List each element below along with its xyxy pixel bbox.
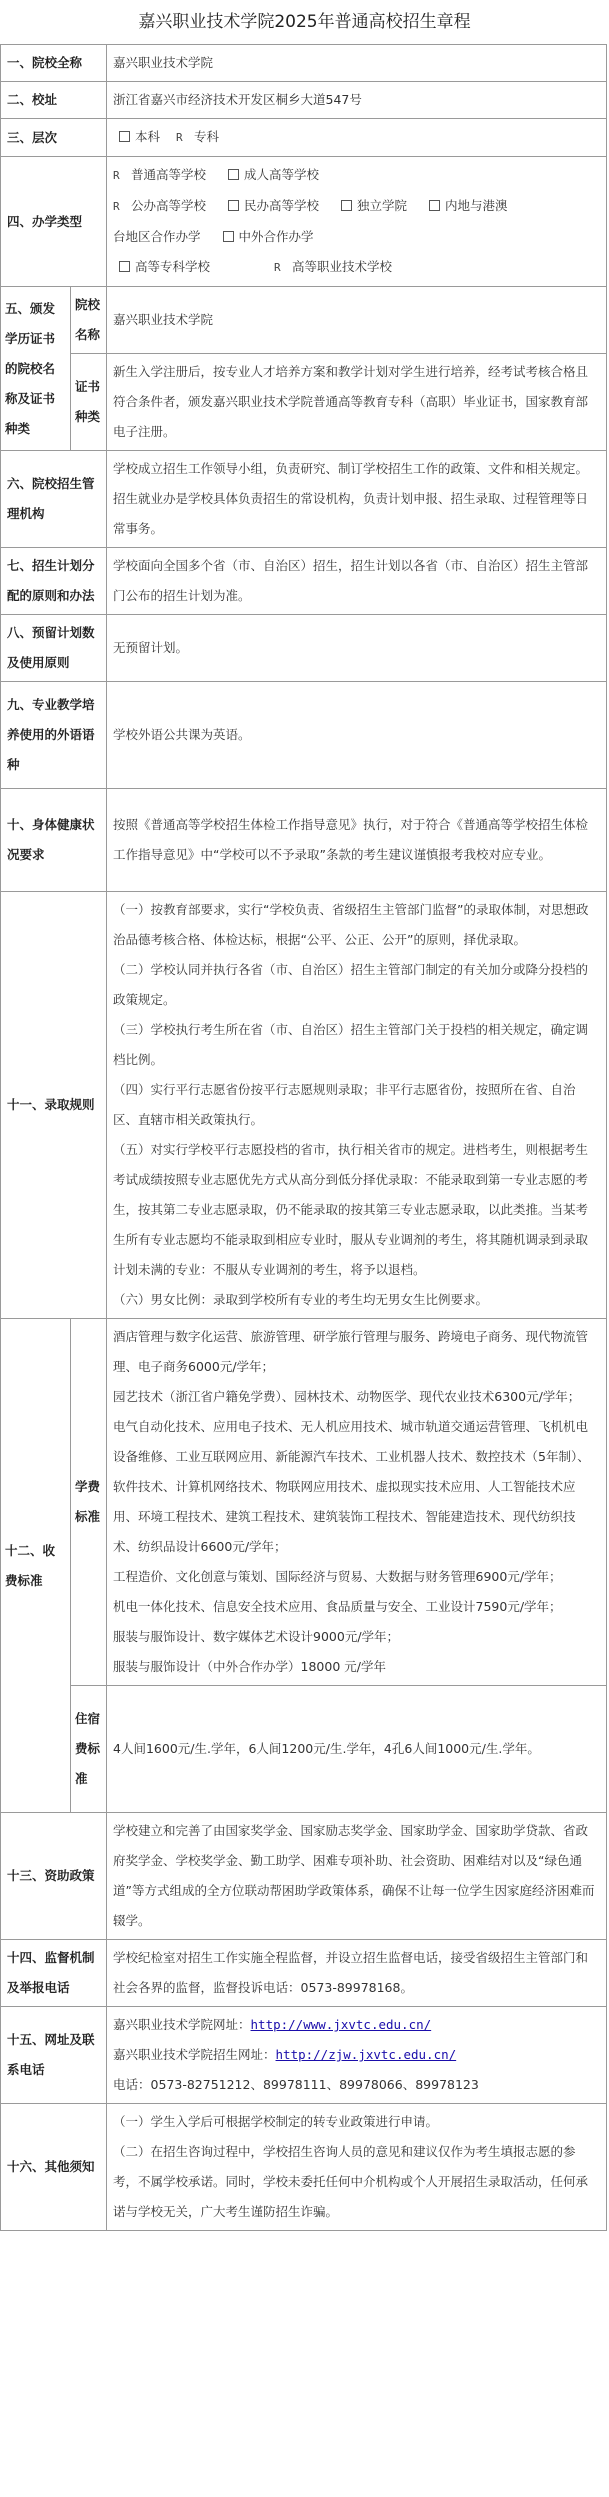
row-fees-tuition <box>1 1319 607 1686</box>
school-name-label: 一、院校全称 <box>1 45 107 82</box>
checkbox-icon <box>429 200 440 211</box>
admission-org-label: 六、院校招生管理机构 <box>1 451 107 548</box>
school-name-value: 嘉兴职业技术学院 <box>107 45 607 82</box>
level-option-undergrad: 本科 <box>113 122 160 152</box>
plan-value: 学校面向全国多个省（市、自治区）招生，招生计划以各省（市、自治区）招生主管部门公布的招生计划为准。 <box>107 548 607 615</box>
language-value: 学校外语公共课为英语。 <box>107 682 607 789</box>
tuition-line: 服装与服饰设计、数字媒体艺术设计9000元/学年； <box>113 1629 400 1644</box>
row-supervision <box>1 1940 607 2007</box>
aid-label: 十三、资助政策 <box>1 1813 107 1940</box>
row-admission-org <box>1 451 607 548</box>
certificate-school-value: 嘉兴职业技术学院 <box>107 287 607 354</box>
admission-org-value: 学校成立招生工作领导小组，负责研究、制订学校招生工作的政策、文件和相关规定。招生就业办是学校具体负责招生的常设机构，负责计划申报、招生录取、过程管理等日常事务。 <box>107 451 607 548</box>
admission-rules-label: 十一、录取规则 <box>1 892 107 1319</box>
certificate-type-value: 新生入学注册后，按专业人才培养方案和教学计划对学生进行培养，经考试考核合格且符合条件者，颁发嘉兴职业技术学院普通高等教育专科（高职）毕业证书，国家教育部电子注册。 <box>107 354 607 451</box>
tuition-label: 学费标准 <box>71 1319 107 1686</box>
selected-mark: R <box>113 200 120 213</box>
supervision-value: 学校纪检室对招生工作实施全程监督，并设立招生监督电话，接受省级招生主管部门和社会各界的监督，监督投诉电话：0573-89978168。 <box>107 1940 607 2007</box>
school-type-line-3: 台地区合作办学 中外合作办学 <box>113 229 314 244</box>
site-line: 嘉兴职业技术学院网址：http://www.jxvtc.edu.cn/ <box>113 2017 432 2032</box>
supervision-label: 十四、监督机制及举报电话 <box>1 1940 107 2007</box>
contact-label: 十五、网址及联系电话 <box>1 2007 107 2104</box>
fees-label: 十二、收费标准 <box>1 1319 71 1813</box>
tuition-line: 服装与服饰设计（中外合作办学）18000 元/学年 <box>113 1659 386 1674</box>
aid-value: 学校建立和完善了由国家奖学金、国家励志奖学金、国家助学金、国家助学贷款、省政府奖学金、学校奖学金、勤工助学、困难专项补助、社会资助、困难结对以及“绿色通道”等方式组成的全方位联动帮困助学政策体系，确保不让每一位学生因家庭经济困难而辍学。 <box>107 1813 607 1940</box>
charter-table <box>0 44 607 2231</box>
checkbox-icon <box>119 261 130 272</box>
rule-paragraph: （四）实行平行志愿省份按平行志愿规则录取；非平行志愿省份，按照所在省、自治区、直辖市相关政策执行。 <box>113 1082 576 1127</box>
selected-mark: R <box>274 261 281 274</box>
level-option-college: R 专科 <box>176 122 219 153</box>
school-type-line-4: 高等专科学校 R 高等职业技术学校 <box>113 252 600 283</box>
school-type-line-1: R 普通高等学校 成人高等学校 <box>113 160 600 191</box>
school-site-link[interactable]: http://www.jxvtc.edu.cn/ <box>250 2017 432 2032</box>
address-value: 浙江省嘉兴市经济技术开发区桐乡大道547号 <box>107 82 607 119</box>
selected-mark: R <box>113 169 120 182</box>
selected-mark: R <box>176 131 183 144</box>
other-label: 十六、其他须知 <box>1 2104 107 2231</box>
dorm-label: 住宿费标准 <box>71 1686 107 1813</box>
tuition-line: 机电一体化技术、信息安全技术应用、食品质量与安全、工业设计7590元/学年； <box>113 1599 562 1614</box>
rule-paragraph: （五）对实行学校平行志愿投档的省市，执行相关省市的规定。进档考生，则根据考生考试成绩按照专业志愿优先方式从高分到低分择优录取：不能录取到第一专业志愿的考生，按其第二专业志愿录取，仍不能录取的按其第三专业志愿录取，以此类推。当某考生所有专业志愿均不能录取到相应专业时，服从专业调剂的考生，将其随机调录到录取计划未满的专业：不服从专业调剂的考生，将予以退档。 <box>113 1142 589 1277</box>
certificate-label: 五、颁发学历证书的院校名称及证书种类 <box>1 287 71 451</box>
row-aid <box>1 1813 607 1940</box>
certificate-type-label: 证书种类 <box>71 354 107 451</box>
reserved-value: 无预留计划。 <box>107 615 607 682</box>
row-address <box>1 82 607 119</box>
dorm-value: 4人间1600元/生.学年，6人间1200元/生.学年，4孔6人间1000元/生.学年。 <box>107 1686 607 1813</box>
admission-site-line: 嘉兴职业技术学院招生网址：http://zjw.jxvtc.edu.cn/ <box>113 2047 457 2062</box>
row-school-name <box>1 45 607 82</box>
health-label: 十、身体健康状况要求 <box>1 789 107 892</box>
language-label: 九、专业教学培养使用的外语语种 <box>1 682 107 789</box>
checkbox-icon <box>228 169 239 180</box>
school-type-line-2: R 公办高等学校 民办高等学校 独立学院 内地与港澳 <box>113 191 600 222</box>
checkbox-icon <box>223 231 234 242</box>
certificate-school-label: 院校名称 <box>71 287 107 354</box>
tuition-line: 工程造价、文化创意与策划、国际经济与贸易、大数据与财务管理6900元/学年； <box>113 1569 562 1584</box>
checkbox-icon <box>119 131 130 142</box>
rule-paragraph: （三）学校执行考生所在省（市、自治区）招生主管部门关于投档的相关规定，确定调档比例。 <box>113 1022 589 1067</box>
row-certificate-type <box>1 354 607 451</box>
school-type-options <box>107 157 607 287</box>
row-language <box>1 682 607 789</box>
health-value: 按照《普通高等学校招生体检工作指导意见》执行，对于符合《普通高等学校招生体检工作指导意见》中“学校可以不予录取”条款的考生建议谨慎报考我校对应专业。 <box>107 789 607 892</box>
tuition-value <box>107 1319 607 1686</box>
admission-site-link[interactable]: http://zjw.jxvtc.edu.cn/ <box>275 2047 457 2062</box>
tuition-line: 酒店管理与数字化运营、旅游管理、研学旅行管理与服务、跨境电子商务、现代物流管理、电子商务6000元/学年； <box>113 1329 589 1374</box>
row-reserved <box>1 615 607 682</box>
level-options <box>107 119 607 157</box>
contact-value <box>107 2007 607 2104</box>
address-label: 二、校址 <box>1 82 107 119</box>
row-level <box>1 119 607 157</box>
checkbox-icon <box>228 200 239 211</box>
document-title: 嘉兴职业技术学院2025年普通高校招生章程 <box>138 12 471 32</box>
school-type-label: 四、办学类型 <box>1 157 107 287</box>
row-admission-rules <box>1 892 607 1319</box>
tuition-line: 园艺技术（浙江省户籍免学费）、园林技术、动物医学、现代农业技术6300元/学年； <box>113 1389 581 1404</box>
row-other <box>1 2104 607 2231</box>
rule-paragraph: （六）男女比例：录取到学校所有专业的考生均无男女生比例要求。 <box>113 1292 489 1307</box>
row-fees-dorm <box>1 1686 607 1813</box>
rule-paragraph: （二）学校认同并执行各省（市、自治区）招生主管部门制定的有关加分或降分投档的政策规定。 <box>113 962 589 1007</box>
row-plan <box>1 548 607 615</box>
rule-paragraph: （一）按教育部要求，实行“学校负责、省级招生主管部门监督”的录取体制，对思想政治品德考核合格、体检达标，根据“公平、公正、公开”的原则，择优录取。 <box>113 902 589 947</box>
admission-rules-value <box>107 892 607 1319</box>
phone-line: 电话：0573-82751212、89978111、89978066、89978123 <box>113 2077 479 2092</box>
tuition-line: 电气自动化技术、应用电子技术、无人机应用技术、城市轨道交通运营管理、飞机机电设备维修、工业互联网应用、新能源汽车技术、工业机器人技术、数控技术（5年制）、软件技术、计算机网络技术、物联网应用技术、虚拟现实技术应用、人工智能技术应用、环境工程技术、建筑工程技术、建筑装饰工程技术、智能建造技术、现代纺织技术、纺织品设计6600元/学年； <box>113 1419 590 1554</box>
row-health <box>1 789 607 892</box>
other-paragraph: （二）在招生咨询过程中，学校招生咨询人员的意见和建议仅作为考生填报志愿的参考，不属学校承诺。同时，学校未委托任何中介机构或个人开展招生录取活动，任何承诺与学校无关，广大考生谨防招生诈骗。 <box>113 2144 589 2219</box>
row-school-type <box>1 157 607 287</box>
row-certificate-school <box>1 287 607 354</box>
other-paragraph: （一）学生入学后可根据学校制定的转专业政策进行申请。 <box>113 2114 439 2129</box>
checkbox-icon <box>341 200 352 211</box>
reserved-label: 八、预留计划数及使用原则 <box>1 615 107 682</box>
other-value <box>107 2104 607 2231</box>
plan-label: 七、招生计划分配的原则和办法 <box>1 548 107 615</box>
row-contact <box>1 2007 607 2104</box>
level-label: 三、层次 <box>1 119 107 157</box>
